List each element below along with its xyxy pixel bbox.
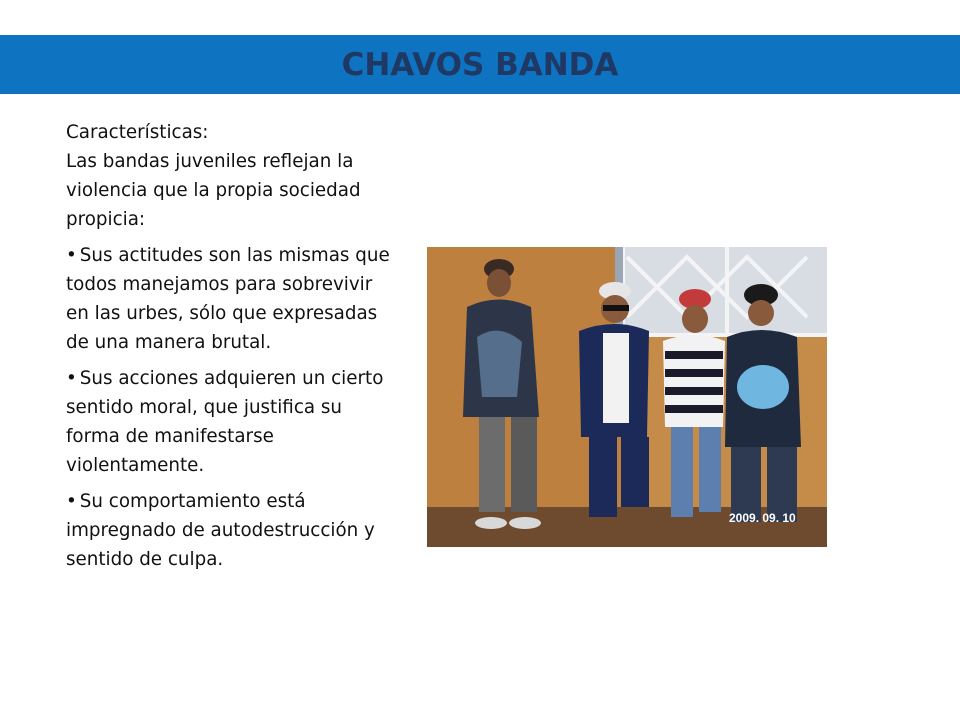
bullet-item <box>66 487 392 574</box>
body-text <box>66 118 392 574</box>
bullet-icon: • <box>66 245 77 266</box>
group-photo <box>427 247 827 547</box>
slide-title: CHAVOS BANDA <box>341 46 619 83</box>
bullet-item <box>66 364 392 480</box>
bullet-text: Sus acciones adquieren un cierto sentido moral, que justifica su forma de manifestarse violentamente. <box>66 368 384 476</box>
bullet-item <box>66 241 392 357</box>
photo-date-stamp: 2009. 09. 10 <box>729 511 796 525</box>
bullet-icon: • <box>66 368 77 389</box>
bullet-text: Sus actitudes son las mismas que todos manejamos para sobrevivir en las urbes, sólo que expresadas de una manera brutal. <box>66 245 390 353</box>
characteristics-heading: Características: <box>66 122 209 143</box>
intro-paragraph: Las bandas juveniles reflejan la violencia que la propia sociedad propicia: <box>66 151 361 230</box>
bullet-icon: • <box>66 491 77 512</box>
title-bar <box>0 35 960 94</box>
group-photo-image <box>427 247 827 547</box>
bullet-text: Su comportamiento está impregnado de autodestrucción y sentido de culpa. <box>66 491 375 570</box>
